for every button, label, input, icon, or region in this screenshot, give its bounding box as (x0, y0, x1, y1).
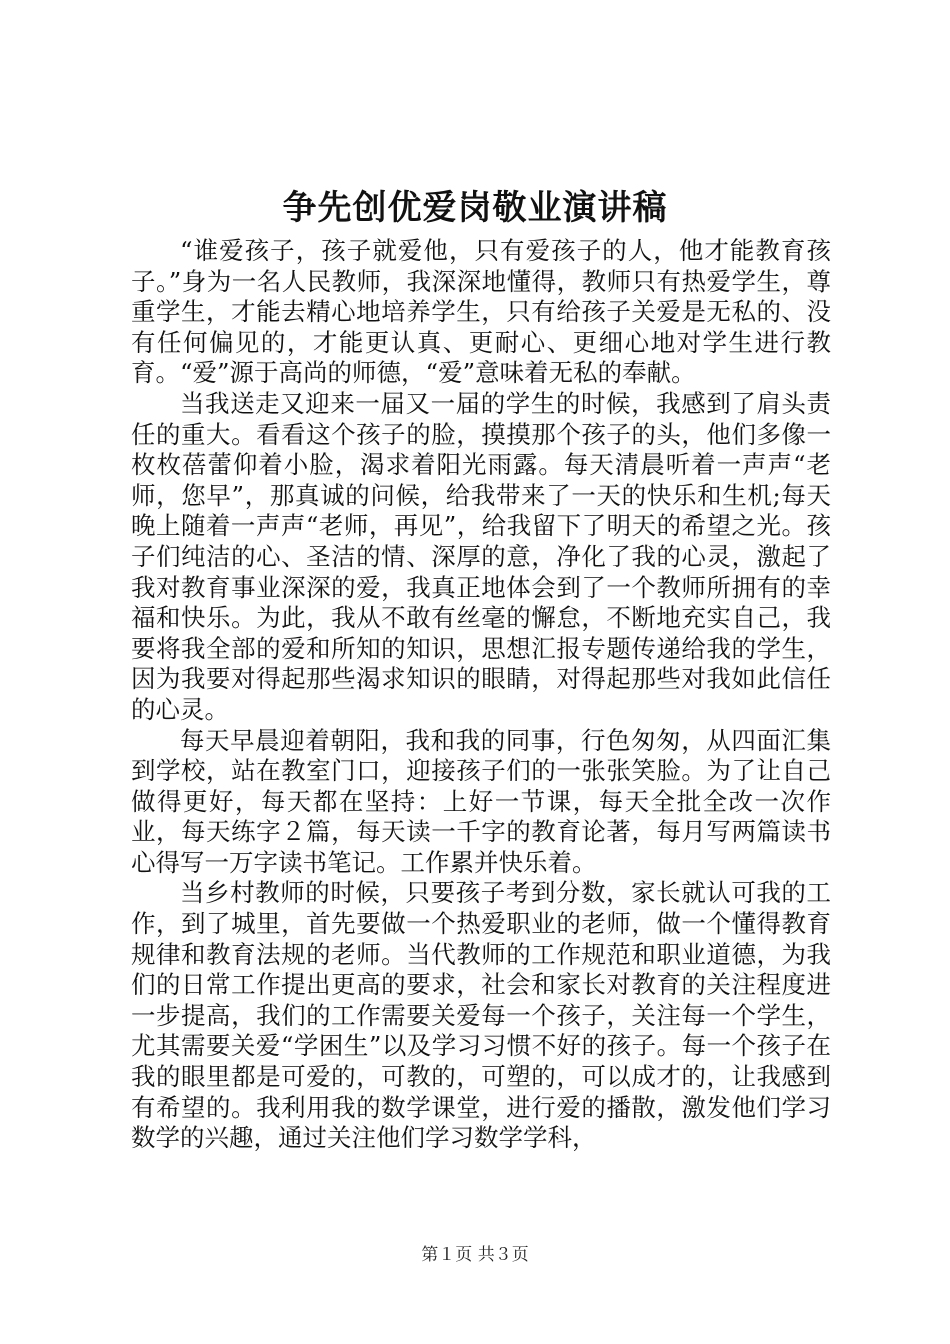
document-body (131, 236, 831, 1154)
paragraph-4: 当乡村教师的时候，只要孩子考到分数，家长就认可我的工作，到了城里，首先要做一个热爱职业的老师，做一个懂得教育规律和教育法规的老师。当代教师的工作规范和职业道德，为我们的日常工作提出更高的要求，社会和家长对教育的关注程度进一步提高，我们的工作需要关爱每一个孩子，关注每一个学生，尤其需要关爱“学困生”以及学习习惯不好的孩子。每一个孩子在我的眼里都是可爱的，可教的，可塑的，可以成才的，让我感到有希望的。我利用我的数学课堂，进行爱的播散，激发他们学习数学的兴趣，通过关注他们学习数学学科， (131, 878, 831, 1153)
document-title: 争先创优爱岗敬业演讲稿 (282, 188, 668, 228)
paragraph-3: 每天早晨迎着朝阳，我和我的同事，行色匆匆，从四面汇集到学校，站在教室门口，迎接孩子们的一张张笑脸。为了让自己做得更好，每天都在坚持：上好一节课，每天全批全改一次作业，每天练字２篇，每天读一千字的教育论著，每月写两篇读书心得写一万字读书笔记。工作累并快乐着。 (131, 725, 831, 877)
paragraph-2: 当我送走又迎来一届又一届的学生的时候，我感到了肩头责任的重大。看看这个孩子的脸，摸摸那个孩子的头，他们多像一枚枚蓓蕾仰着小脸，渴求着阳光雨露。每天清晨听着一声声“老师，您早”，那真诚的问候，给我带来了一天的快乐和生机;每天晚上随着一声声“老师，再见”，给我留下了明天的希望之光。孩子们纯洁的心、圣洁的情、深厚的意，净化了我的心灵，激起了我对教育事业深深的爱，我真正地体会到了一个教师所拥有的幸福和快乐。为此，我从不敢有丝毫的懈怠，不断地充实自己，我要将我全部的爱和所知的知识，思想汇报专题传递给我的学生，因为我要对得起那些渴求知识的眼睛，对得起那些对我如此信任的心灵。 (131, 388, 831, 724)
page-footer: 第１页 共３页 (421, 1245, 529, 1265)
paragraph-1: “谁爱孩子，孩子就爱他，只有爱孩子的人，他才能教育孩子。”身为一名人民教师，我深深地懂得，教师只有热爱学生，尊重学生，才能去精心地培养学生，只有给孩子关爱是无私的、没有任何偏见的，才能更认真、更耐心、更细心地对学生进行教育。“爱”源于高尚的师德，“爱”意味着无私的奉献。 (131, 236, 831, 388)
